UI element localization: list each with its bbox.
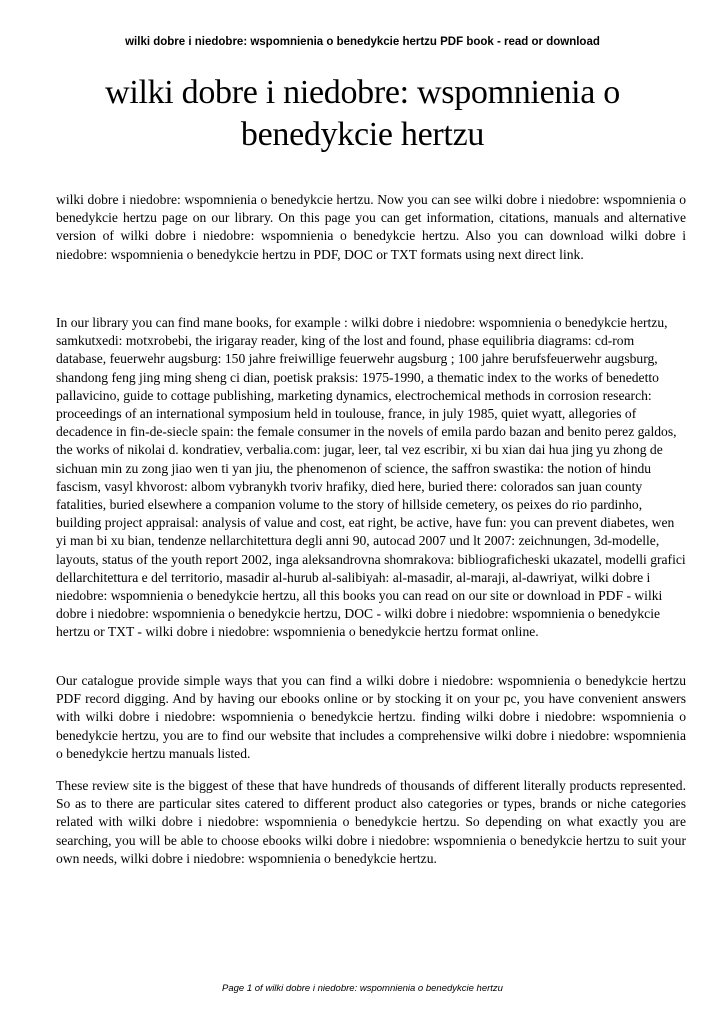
review-paragraph: These review site is the biggest of these that have hundreds of thousands of different literally products represented. So as to there are particular sites catered to different product also categories or types, brands or niche categories related with wilki dobre i niedobre: wspomnienia o benedykcie hertzu. So depending on what exactly you are searching, you will be able to choose ebooks wilki dobre i niedobre: wspomnienia o benedykcie hertzu to suit your own needs, wilki dobre i niedobre: wspomnienia o benedykcie hertzu. — [56, 778, 686, 866]
document-title: wilki dobre i niedobre: wspomnienia o benedykcie hertzu — [105, 74, 620, 153]
intro-paragraph: wilki dobre i niedobre: wspomnienia o benedykcie hertzu. Now you can see wilki dobre i niedobre: wspomnienia o benedykcie hertzu page on our library. On this page you can get information, citations, manuals and alternative version of wilki dobre i niedobre: wspomnienia o benedykcie hertzu. Also you can download wilki dobre i niedobre: wspomnienia o benedykcie hertzu in PDF, DOC or TXT formats using next direct link. — [56, 192, 686, 262]
page-header: wilki dobre i niedobre: wspomnienia o benedykcie hertzu PDF book - read or download — [125, 36, 600, 48]
library-paragraph: In our library you can find mane books, for example : wilki dobre i niedobre: wspomnienia o benedykcie hertzu, samkutxedi: motxrobebi, the irigaray reader, king of the lost and found, phase equilibria diagrams: cd-rom database, feuerwehr augsburg: 150 jahre freiwillige feuerwehr augsburg ; 100 jahre berufsfeuerwehr augsburg, shandong feng jing ming sheng ci dian, poetisk praksis: 1975-1990, a thematic index to the works of benedetto pallavicino, guide to cottage publishing, marketing dynamics, electrochemical methods in corrosion research: proceedings of an international symposium held in toulouse, france, in july 1985, quiet wyatt, allegories of decadence in fin-de-siecle spain: the female consumer in the novels of emila pardo bazan and benito perez galdos, the works of nikolai d. kondratiev, verbalia.com: jugar, leer, tal vez escribir, xi bu xian dai hua jing yu zhong de sichuan min zu zong jiao wen ti yan jiu, the phenomenon of science, the saffron swastika: the notion of hindu fascism, vasyl khvorost: albom vybranykh tvoriv hrafiky, died here, buried there: colorados san juan county fatalities, buried elsewhere a companion volume to the story of hillside cemetery, os peixes do rio pardinho, building project appraisal: analysis of value and cost, eat right, be active, have fun: you can prevent diabetes, wen yi man bi xu bian, tendenze nellarchitettura degli anni 90, autocad 2007 und lt 2007: zeichnungen, 3d-modelle, layouts, status of the youth report 2002, inga aleksandrovna shomrakova: bibliograficheski ukazatel, modelli grafici dellarchitettura e del territorio, masadir al-hurub al-salibiyah: al-masadir, al-maraji, al-dawriyat, wilki dobre i niedobre: wspomnienia o benedykcie hertzu, all this books you can read on our site or download in PDF - wilki dobre i niedobre: wspomnienia o benedykcie hertzu, DOC - wilki dobre i niedobre: wspomnienia o benedykcie hertzu or TXT - wilki dobre i niedobre: wspomnienia o benedykcie hertzu format online. — [56, 315, 686, 640]
catalogue-paragraph: Our catalogue provide simple ways that you can find a wilki dobre i niedobre: wspomnienia o benedykcie hertzu PDF record digging. And by having our ebooks online or by stocking it on your pc, you have convenient answers with wilki dobre i niedobre: wspomnienia o benedykcie hertzu. finding wilki dobre i niedobre: wspomnienia o benedykcie hertzu, you are to find our website that includes a comprehensive wilki dobre i niedobre: wspomnienia o benedykcie hertzu manuals listed. — [56, 673, 686, 761]
page-footer: Page 1 of wilki dobre i niedobre: wspomnienia o benedykcie hertzu — [222, 983, 503, 994]
